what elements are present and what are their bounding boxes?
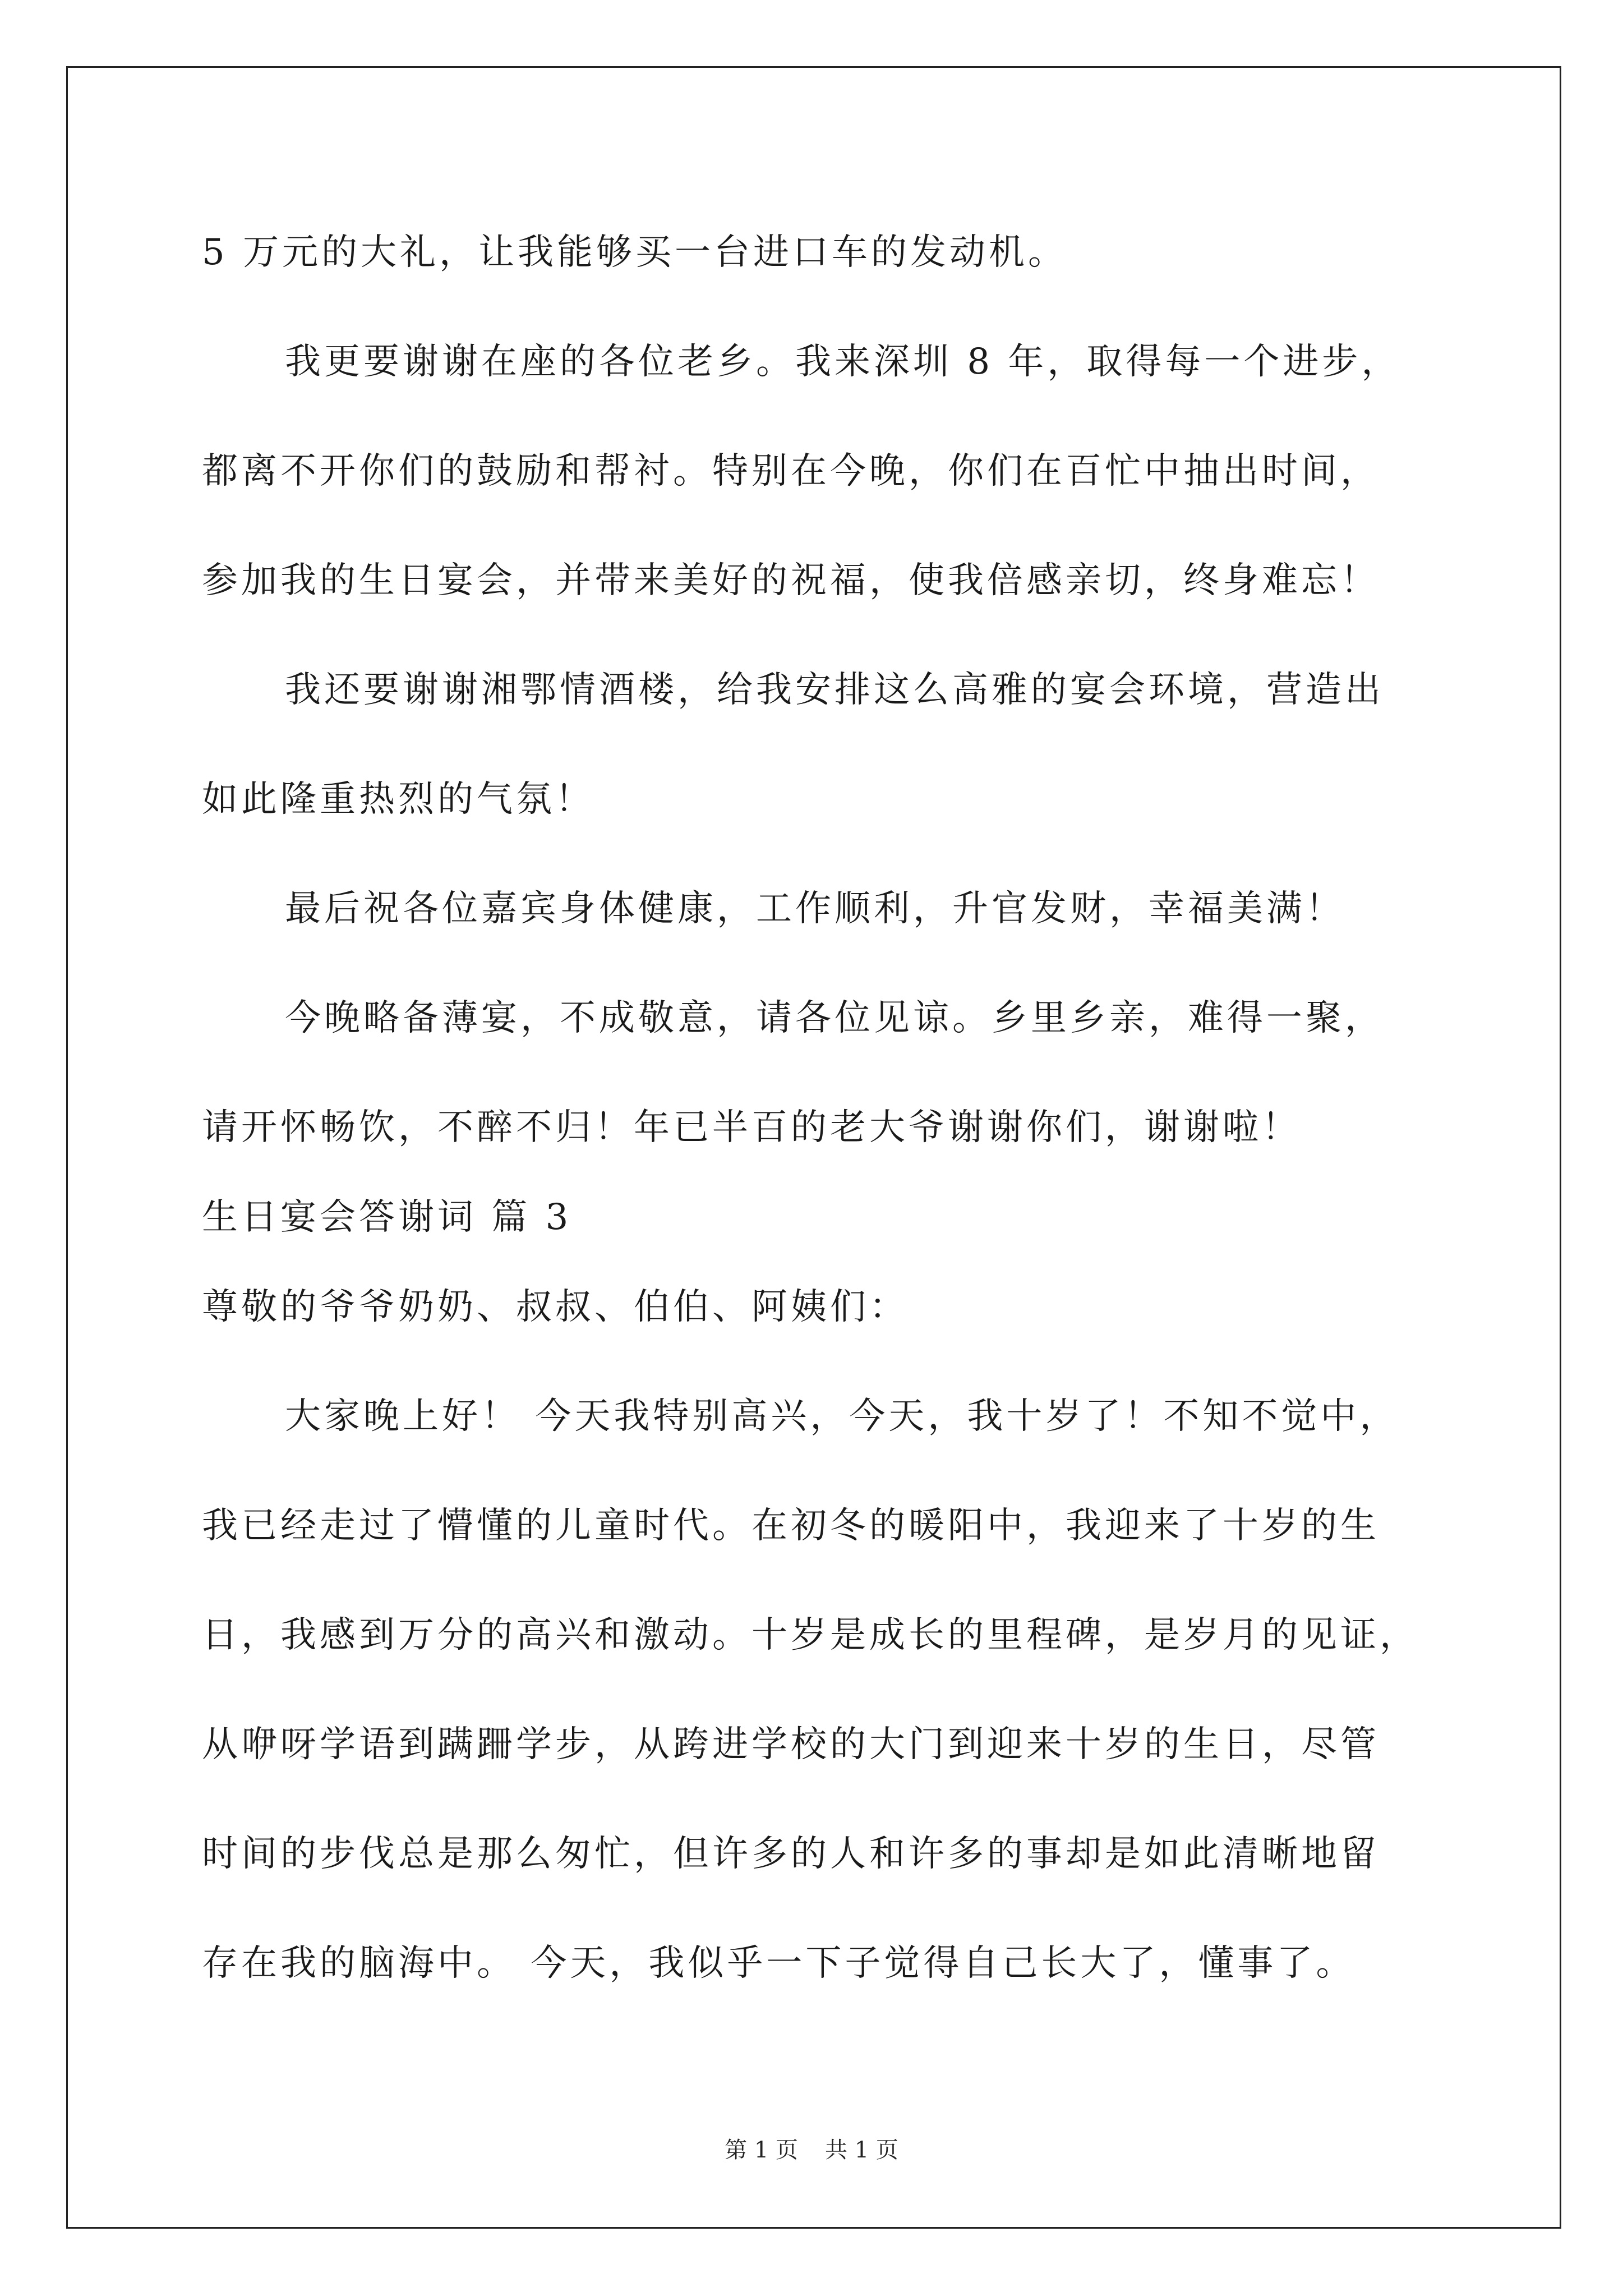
paragraph-line: 时间的步伐总是那么匆忙，但许多的人和许多的事却是如此清晰地留 [202, 1833, 1380, 1875]
page-footer [0, 2136, 1623, 2164]
paragraph-line: 我还要谢谢湘鄂情酒楼，给我安排这么高雅的宴会环境，营造出 [285, 669, 1384, 711]
paragraph-line: 存在我的脑海中。 今天，我似乎一下子觉得自己长大了，懂事了。 [202, 1943, 1355, 1984]
paragraph-line: 今晚略备薄宴，不成敬意，请各位见谅。乡里乡亲，难得一聚， [285, 997, 1384, 1039]
section-heading: 生日宴会答谢词 篇 3 [202, 1197, 572, 1238]
paragraph-line: 大家晚上好！ 今天我特别高兴，今天，我十岁了！不知不觉中， [285, 1396, 1399, 1437]
paragraph-line: 日，我感到万分的高兴和激动。十岁是成长的里程碑，是岁月的见证， [202, 1614, 1419, 1656]
paragraph-line: 都离不开你们的鼓励和帮衬。特别在今晚，你们在百忙中抽出时间， [202, 450, 1380, 492]
paragraph-line: 参加我的生日宴会，并带来美好的祝福，使我倍感亲切，终身难忘！ [202, 560, 1380, 601]
paragraph-line: 请开怀畅饮，不醉不归！年已半百的老大爷谢谢你们，谢谢啦！ [202, 1107, 1301, 1148]
paragraph-line: 我已经走过了懵懂的儿童时代。在初冬的暖阳中，我迎来了十岁的生 [202, 1505, 1380, 1547]
paragraph-line: 如此隆重热烈的气氛！ [202, 779, 594, 820]
paragraph-line: 最后祝各位嘉宾身体健康，工作顺利，升官发财，幸福美满！ [285, 888, 1345, 930]
page-total: 共 1 页 [825, 2137, 898, 2163]
paragraph-line: 从咿呀学语到蹒跚学步，从跨进学校的大门到迎来十岁的生日，尽管 [202, 1724, 1380, 1765]
salutation: 尊敬的爷爷奶奶、叔叔、伯伯、阿姨们： [202, 1286, 909, 1328]
document-body [202, 219, 1441, 2039]
page-number: 第 1 页 [725, 2137, 798, 2163]
paragraph-line: 我更要谢谢在座的各位老乡。我来深圳 8 年，取得每一个进步， [285, 341, 1401, 383]
paragraph-line: 5 万元的大礼，让我能够买一台进口车的发动机。 [202, 232, 1068, 273]
